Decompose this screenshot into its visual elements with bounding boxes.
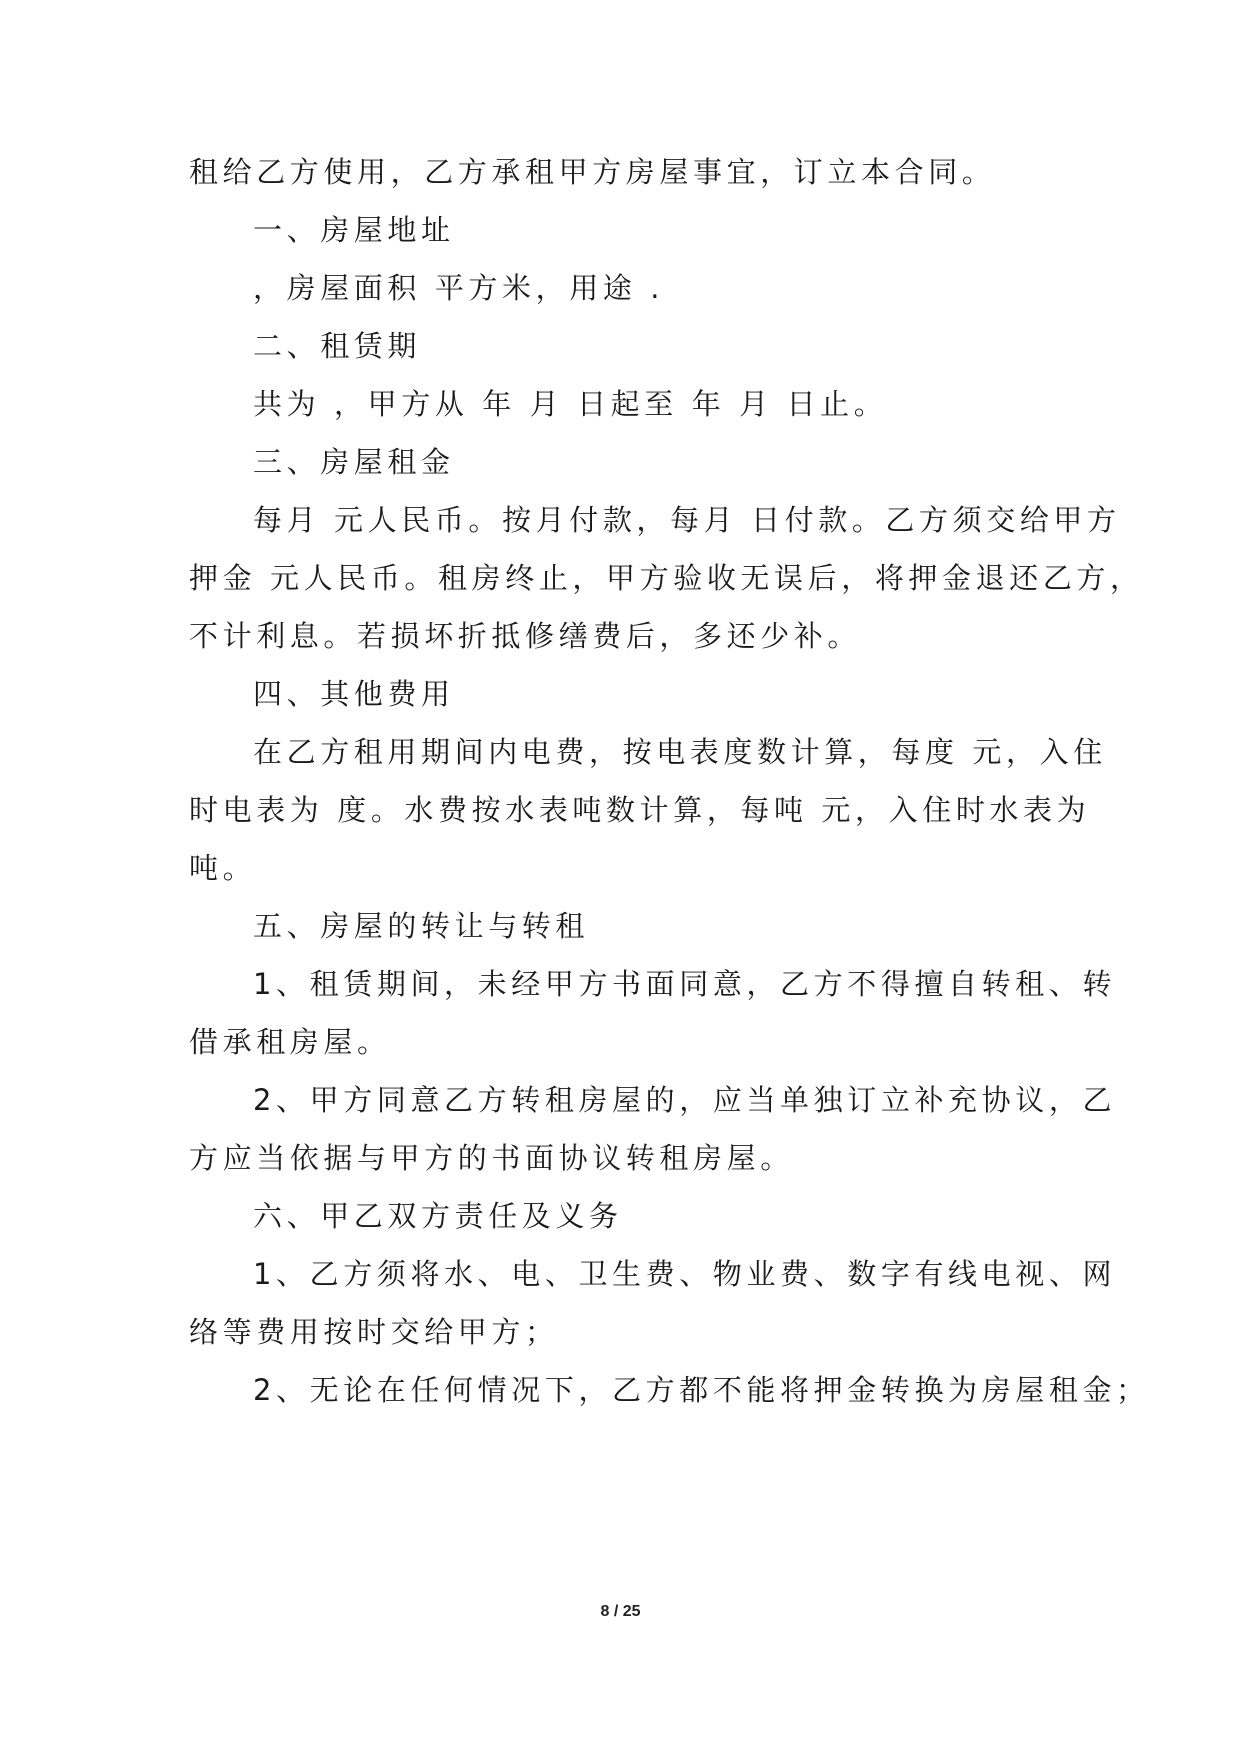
paragraph-line: 每月 元人民币。按月付款，每月 日付款。乙方须交给甲方 (253, 503, 1121, 537)
paragraph-line: 借承租房屋。 (189, 1025, 391, 1059)
section-heading: 二、租赁期 (253, 329, 422, 363)
page-number: 8 / 25 (600, 1603, 641, 1620)
paragraph-line: 共为 ，甲方从 年 月 日起至 年 月 日止。 (253, 387, 888, 421)
paragraph-line: 1、租赁期间，未经甲方书面同意，乙方不得擅自转租、转 (253, 967, 1117, 1001)
paragraph-line: 吨。 (189, 851, 257, 885)
paragraph-line: 络等费用按时交给甲方； (189, 1315, 559, 1349)
paragraph-line: 租给乙方使用，乙方承租甲方房屋事宜，订立本合同。 (189, 155, 996, 189)
paragraph-line: ，房屋面积 平方米，用途 . (253, 271, 665, 305)
paragraph-line: 时电表为 度。水费按水表吨数计算，每吨 元，入住时水表为 (189, 793, 1091, 827)
section-heading: 三、房屋租金 (253, 445, 455, 479)
section-heading: 四、其他费用 (253, 677, 455, 711)
section-heading: 一、房屋地址 (253, 213, 455, 247)
paragraph-line: 1、乙方须将水、电、卫生费、物业费、数字有线电视、网 (253, 1257, 1117, 1291)
paragraph-line: 在乙方租用期间内电费，按电表度数计算，每度 元，入住 (253, 735, 1107, 769)
section-heading: 六、甲乙双方责任及义务 (253, 1199, 623, 1233)
paragraph-line: 押金 元人民币。租房终止，甲方验收无误后，将押金退还乙方， (189, 561, 1144, 595)
paragraph-line: 2、无论在任何情况下，乙方都不能将押金转换为房屋租金； (253, 1373, 1150, 1407)
paragraph-line: 2、甲方同意乙方转租房屋的，应当单独订立补充协议，乙 (253, 1083, 1117, 1117)
paragraph-line: 不计利息。若损坏折抵修缮费后，多还少补。 (189, 619, 862, 653)
paragraph-line: 方应当依据与甲方的书面协议转租房屋。 (189, 1141, 794, 1175)
section-heading: 五、房屋的转让与转租 (253, 909, 590, 943)
